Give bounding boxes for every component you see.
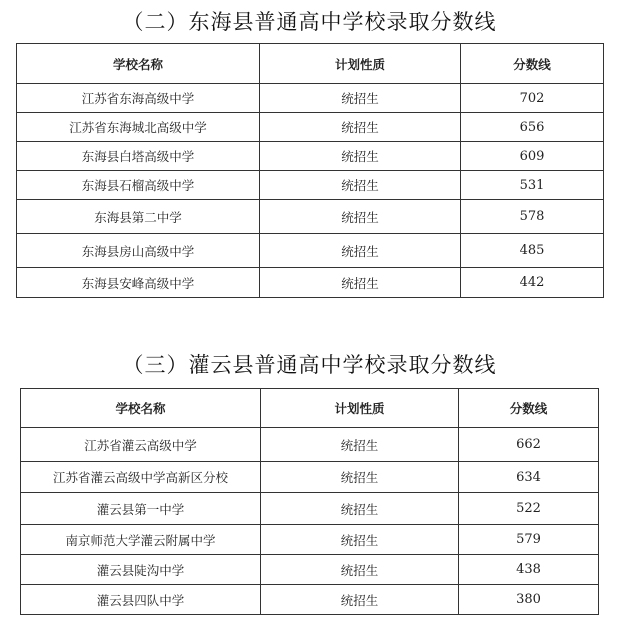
table-row bbox=[17, 200, 604, 234]
plan-type: 统招生 bbox=[260, 171, 461, 200]
score-line: 522 bbox=[459, 493, 599, 525]
table-row bbox=[21, 428, 599, 462]
school-name: 东海县石榴高级中学 bbox=[17, 171, 260, 200]
table-row bbox=[17, 84, 604, 113]
table-row bbox=[17, 234, 604, 268]
table-row bbox=[21, 525, 599, 555]
header-school-name: 学校名称 bbox=[17, 44, 260, 84]
header-score-line: 分数线 bbox=[461, 44, 604, 84]
score-line: 578 bbox=[461, 200, 604, 234]
score-line: 702 bbox=[461, 84, 604, 113]
score-line: 485 bbox=[461, 234, 604, 268]
score-line: 442 bbox=[461, 268, 604, 298]
header-plan-type: 计划性质 bbox=[260, 44, 461, 84]
donghai-score-table bbox=[16, 43, 604, 298]
table-row bbox=[21, 493, 599, 525]
plan-type: 统招生 bbox=[261, 428, 459, 462]
header-plan-type: 计划性质 bbox=[261, 389, 459, 428]
guanyun-score-table bbox=[20, 388, 599, 615]
table-row bbox=[21, 555, 599, 585]
score-line: 380 bbox=[459, 585, 599, 615]
score-line: 438 bbox=[459, 555, 599, 585]
header-school-name: 学校名称 bbox=[21, 389, 261, 428]
plan-type: 统招生 bbox=[260, 142, 461, 171]
school-name: 灌云县陡沟中学 bbox=[21, 555, 261, 585]
plan-type: 统招生 bbox=[261, 555, 459, 585]
school-name: 东海县第二中学 bbox=[17, 200, 260, 234]
school-name: 江苏省东海高级中学 bbox=[17, 84, 260, 113]
section-2-title: （二）东海县普通高中学校录取分数线 bbox=[122, 10, 497, 34]
table-header-row bbox=[17, 44, 604, 84]
school-name: 东海县房山高级中学 bbox=[17, 234, 260, 268]
score-line: 579 bbox=[459, 525, 599, 555]
table-row bbox=[17, 268, 604, 298]
score-line: 531 bbox=[461, 171, 604, 200]
table-row bbox=[17, 113, 604, 142]
table-row bbox=[21, 585, 599, 615]
score-line: 662 bbox=[459, 428, 599, 462]
plan-type: 统招生 bbox=[261, 493, 459, 525]
score-line: 609 bbox=[461, 142, 604, 171]
plan-type: 统招生 bbox=[260, 113, 461, 142]
school-name: 东海县白塔高级中学 bbox=[17, 142, 260, 171]
school-name: 南京师范大学灌云附属中学 bbox=[21, 525, 261, 555]
table-row bbox=[17, 171, 604, 200]
plan-type: 统招生 bbox=[260, 200, 461, 234]
table-row bbox=[17, 142, 604, 171]
header-score-line: 分数线 bbox=[459, 389, 599, 428]
plan-type: 统招生 bbox=[261, 525, 459, 555]
table-row bbox=[21, 462, 599, 493]
school-name: 江苏省灌云高级中学 bbox=[21, 428, 261, 462]
score-line: 634 bbox=[459, 462, 599, 493]
school-name: 江苏省灌云高级中学高新区分校 bbox=[21, 462, 261, 493]
table-header-row bbox=[21, 389, 599, 428]
plan-type: 统招生 bbox=[260, 234, 461, 268]
school-name: 东海县安峰高级中学 bbox=[17, 268, 260, 298]
plan-type: 统招生 bbox=[261, 462, 459, 493]
score-line: 656 bbox=[461, 113, 604, 142]
plan-type: 统招生 bbox=[260, 84, 461, 113]
plan-type: 统招生 bbox=[261, 585, 459, 615]
school-name: 江苏省东海城北高级中学 bbox=[17, 113, 260, 142]
school-name: 灌云县四队中学 bbox=[21, 585, 261, 615]
school-name: 灌云县第一中学 bbox=[21, 493, 261, 525]
plan-type: 统招生 bbox=[260, 268, 461, 298]
section-3-title: （三）灌云县普通高中学校录取分数线 bbox=[122, 353, 497, 377]
